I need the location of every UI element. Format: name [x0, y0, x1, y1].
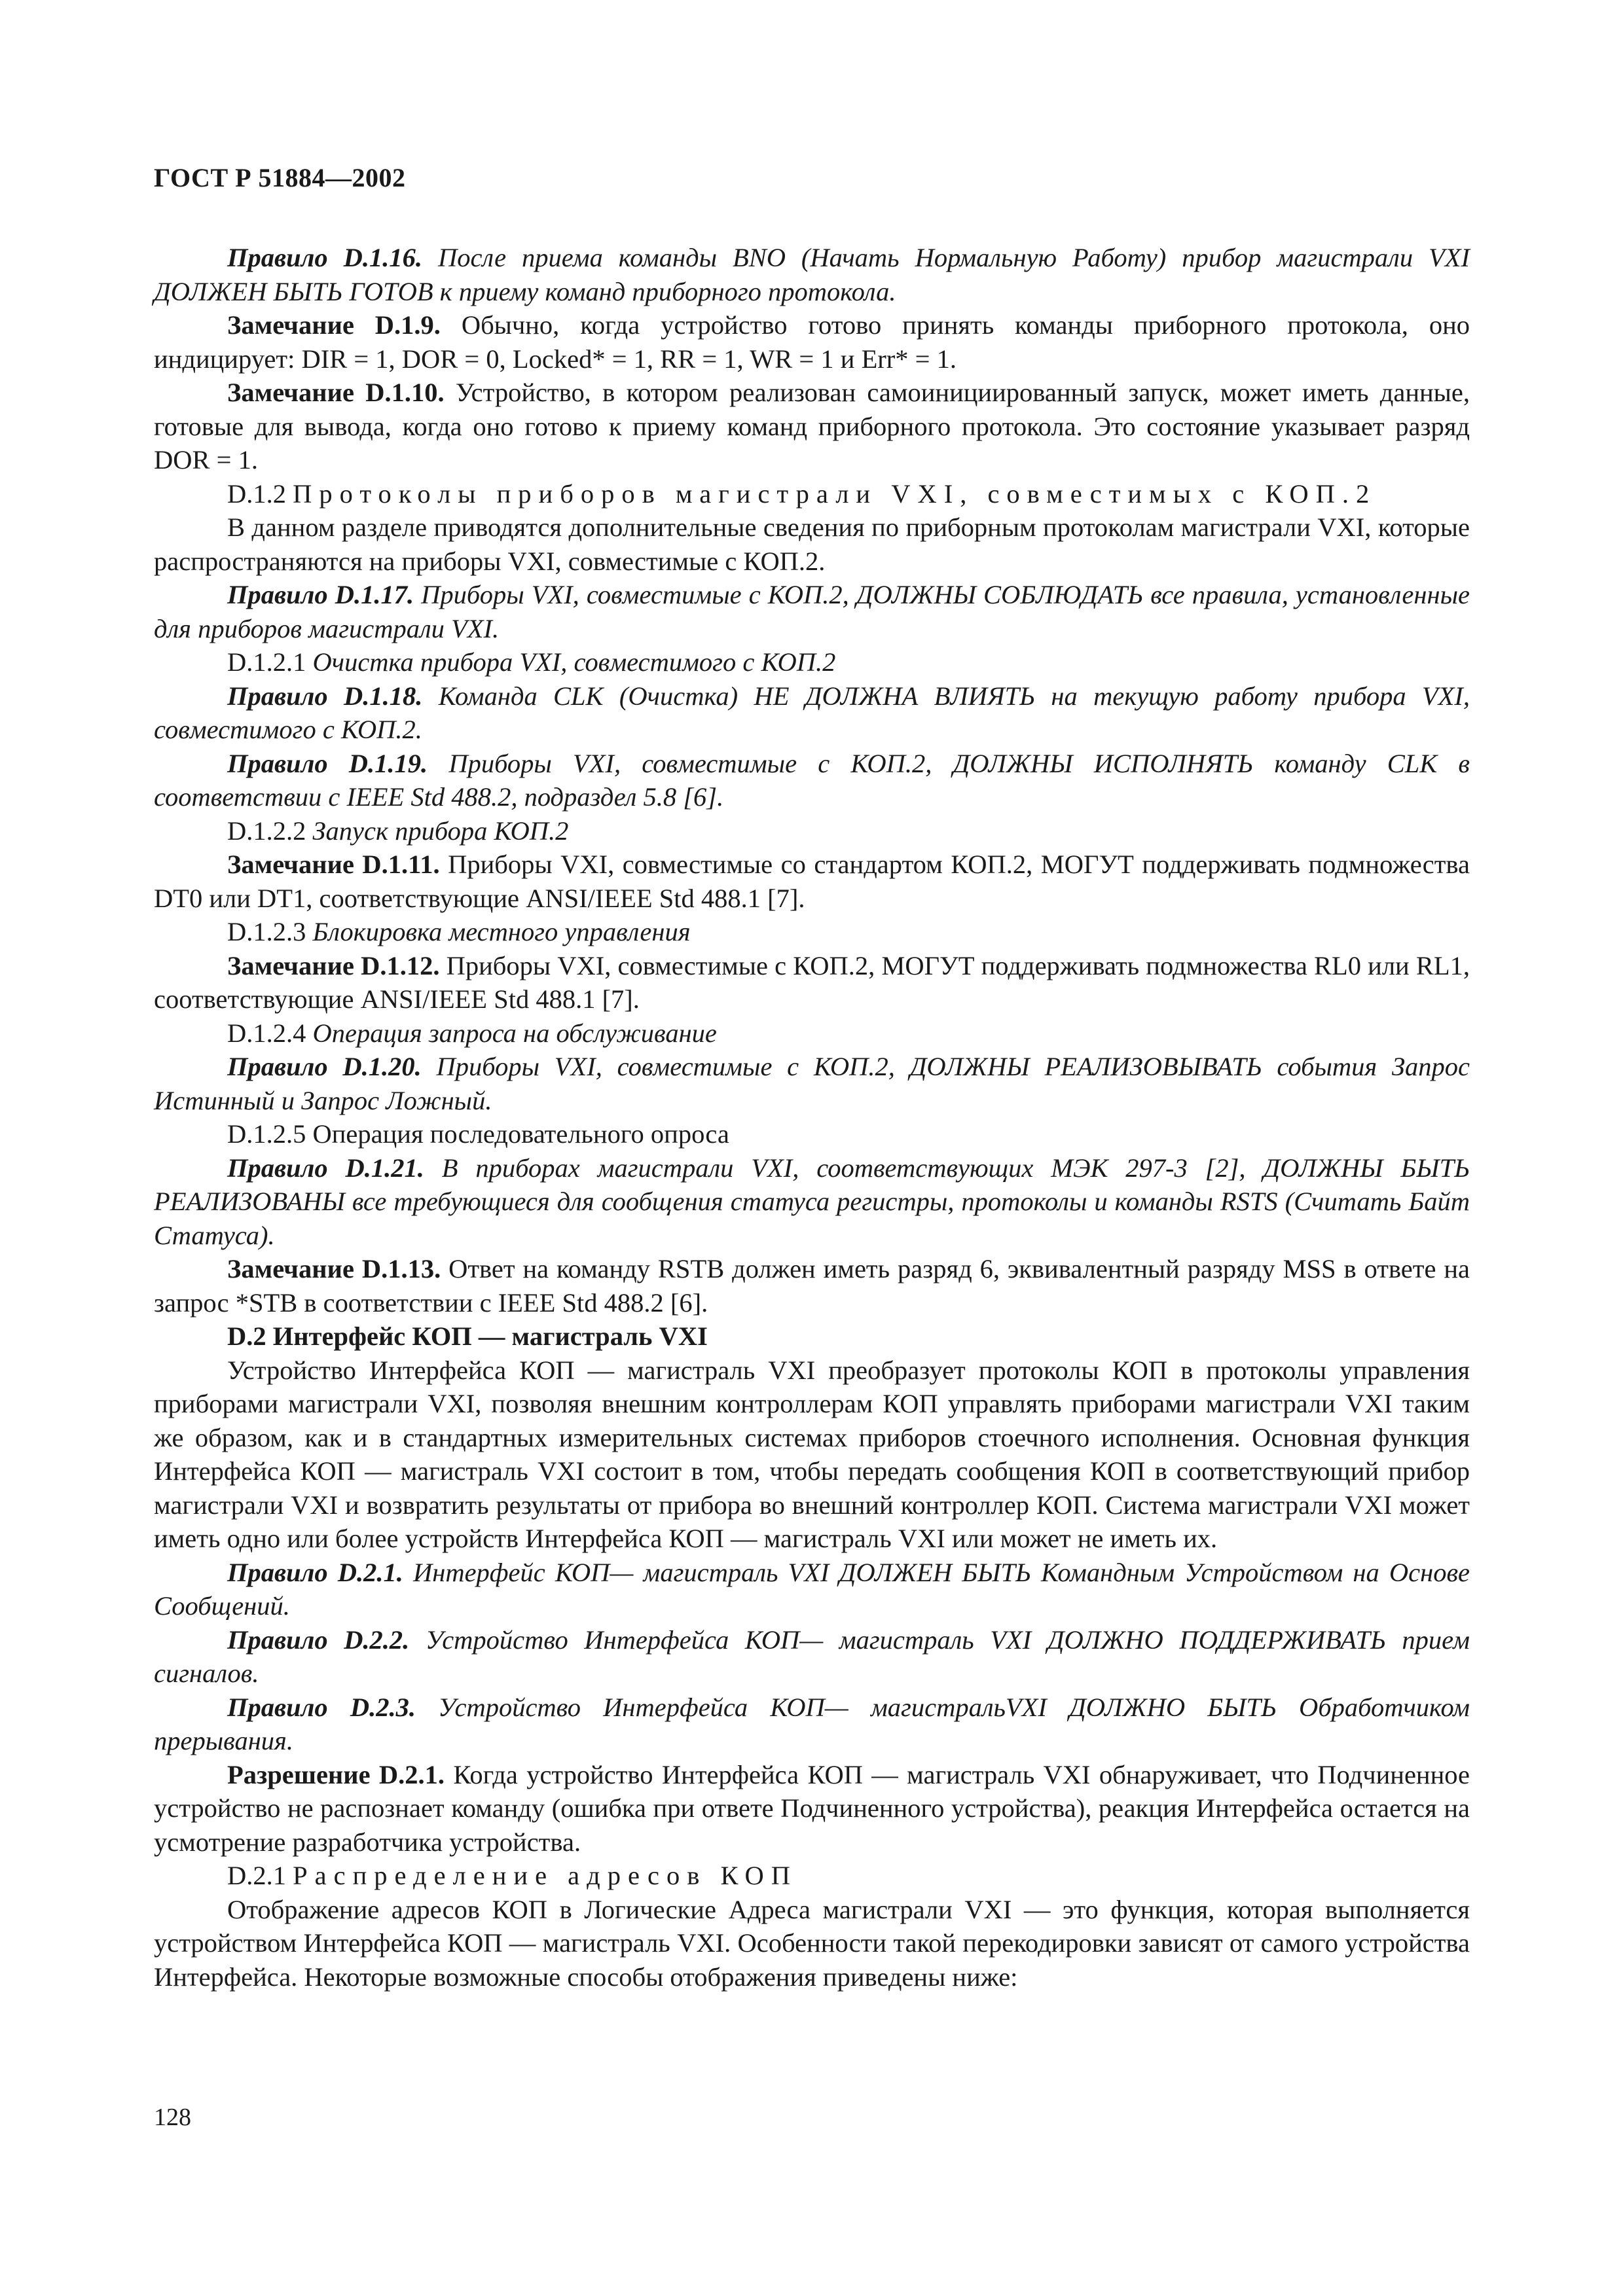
note-label: Разрешение D.2.1. [227, 1759, 445, 1789]
note-text: Когда устройство Интерфейса КОП — магистраль VXI обнаруживает, что Подчиненное устройство не распознает команду (ошибка при ответе Подчиненного устройства), реакция Интерфейса остается на усмотрение разработчика устройства. [154, 1759, 1470, 1857]
rule-paragraph [154, 1556, 1470, 1623]
clause-number: D.1.2.1 [227, 647, 313, 677]
clause-number: D.1.2.2 [227, 816, 313, 846]
rule-paragraph [154, 1623, 1470, 1691]
rule-text: Интерфейс КОП— магистраль VXI ДОЛЖЕН БЫТЬ Командным Устройством на Основе Сообщений. [154, 1557, 1470, 1621]
clause-title: Запуск прибора КОП.2 [312, 816, 569, 846]
note-paragraph [154, 376, 1470, 477]
rule-text: Приборы VXI, совместимые с КОП.2, ДОЛЖНЫ ИСПОЛНЯТЬ команду CLK в соответствии с IEEE Std 488.2, подраздел 5.8 [6]. [154, 748, 1470, 812]
note-label: Замечание D.1.12. [227, 950, 440, 980]
rule-label: Правило D.1.18. [227, 681, 423, 711]
note-paragraph [154, 949, 1470, 1016]
subsection-title: Распределение адресов КОП [293, 1861, 797, 1890]
document-header: ГОСТ Р 51884—2002 [154, 163, 406, 192]
rule-label: Правило D.2.2. [227, 1624, 410, 1655]
rule-paragraph [154, 578, 1470, 645]
note-text: Обычно, когда устройство готово принять команды приборного протокола, оно индицирует: DIR = 1, DOR = 0, Locked* = 1, RR = 1, WR = 1 и Err* = 1. [154, 310, 1470, 374]
rule-label: Правило D.1.21. [227, 1153, 424, 1183]
clause-heading [154, 1117, 1470, 1151]
clause-heading [154, 645, 1470, 679]
clause-title: Очистка прибора VXI, совместимого с КОП.2 [312, 647, 836, 677]
rule-label: Правило D.1.19. [227, 748, 428, 778]
clause-title: Операция запроса на обслуживание [312, 1018, 717, 1048]
rule-text: После приема команды BNO (Начать Нормальную Работу) прибор магистрали VXI ДОЛЖЕН БЫТЬ ГОТОВ к приему команд приборного протокола. [154, 243, 1470, 306]
paragraph-text: В данном разделе приводятся дополнительные сведения по приборным протоколам магистрали VXI, которые распространяются на приборы VXI, совместимые с КОП.2. [154, 512, 1470, 576]
body-paragraph [154, 511, 1470, 578]
rule-label: Правило D.1.16. [227, 243, 422, 272]
section-title: D.2 Интерфейс КОП — магистраль VXI [227, 1321, 708, 1351]
clause-title: Блокировка местного управления [312, 917, 691, 946]
clause-number: D.1.2.3 [227, 917, 313, 946]
note-paragraph [154, 848, 1470, 915]
note-label: Замечание D.1.9. [227, 310, 441, 340]
rule-text: Приборы VXI, совместимые с КОП.2, ДОЛЖНЫ СОБЛЮДАТЬ все правила, установленные для приборов магистрали VXI. [154, 580, 1470, 643]
note-text: Приборы VXI, совместимые со стандартом КОП.2, МОГУТ поддерживать подмножества DT0 или DT1, соответствующие ANSI/IEEE Std 488.1 [7]. [154, 850, 1470, 913]
rule-paragraph [154, 1151, 1470, 1253]
note-paragraph [154, 1252, 1470, 1319]
subsection-title: Протоколы приборов магистрали VXI, совместимых с КОП.2 [293, 478, 1377, 509]
rule-text: В приборах магистрали VXI, соответствующих МЭК 297-3 [2], ДОЛЖНЫ БЫТЬ РЕАЛИЗОВАНЫ все требующиеся для сообщения статуса регистры, протоколы и команды RSTS (Считать Байт Статуса). [154, 1153, 1470, 1250]
subsection-number: D.2.1 [227, 1861, 293, 1890]
rule-label: Правило D.2.3. [227, 1692, 416, 1722]
rule-text: Команда CLK (Очистка) НЕ ДОЛЖНА ВЛИЯТЬ на текущую работу прибора VXI, совместимого с КОП.2. [154, 681, 1470, 744]
clause-title: D.1.2.5 Операция последовательного опроса [227, 1119, 729, 1149]
subsection-heading [154, 477, 1470, 511]
subsection-number: D.1.2 [227, 478, 293, 509]
rule-paragraph [154, 747, 1470, 814]
note-paragraph [154, 1758, 1470, 1859]
paragraph-text: Отображение адресов КОП в Логические Адреса магистрали VXI — это функция, которая выполняется устройством Интерфейса КОП — магистраль VXI. Особенности такой перекодировки зависят от самого устройства Интерфейса. Некоторые возможные способы отображения приведены ниже: [154, 1894, 1470, 1992]
rule-label: Правило D.1.17. [227, 580, 414, 609]
note-label: Замечание D.1.10. [227, 378, 445, 407]
subsection-heading [154, 1859, 1470, 1893]
paragraph-text: Устройство Интерфейса КОП — магистраль VXI преобразует протоколы КОП в протоколы управления приборами магистрали VXI, позволяя внешним контроллерам КОП управлять приборами магистрали VXI таким же образом, как и в стандартных измерительных системах приборов стоечного исполнения. Основная функция Интерфейса КОП — магистраль VXI состоит в том, чтобы передать сообщения КОП в соответствующий прибор магистрали VXI и возвратить результаты от прибора во внешний контроллер КОП. Система магистрали VXI может иметь одно или более устройств Интерфейса КОП — магистраль VXI или может не иметь их. [154, 1355, 1470, 1553]
rule-label: Правило D.1.20. [227, 1052, 422, 1081]
body-paragraph [154, 1354, 1470, 1556]
page-number: 128 [154, 2104, 191, 2131]
note-text: Ответ на команду RSTB должен иметь разряд 6, эквивалентный разряду MSS в ответе на запрос *STB в соответствии с IEEE Std 488.2 [6]. [154, 1254, 1470, 1318]
rule-text: Приборы VXI, совместимые с КОП.2, ДОЛЖНЫ РЕАЛИЗОВЫВАТЬ события Запрос Истинный и Запрос Ложный. [154, 1052, 1470, 1115]
rule-paragraph [154, 1050, 1470, 1117]
rule-paragraph [154, 679, 1470, 747]
note-text: Приборы VXI, совместимые с КОП.2, МОГУТ поддерживать подмножества RL0 или RL1, соответствующие ANSI/IEEE Std 488.1 [7]. [154, 950, 1470, 1014]
body-paragraph [154, 1893, 1470, 1994]
note-label: Замечание D.1.13. [227, 1254, 441, 1283]
clause-heading [154, 1016, 1470, 1050]
rule-text: Устройство Интерфейса КОП— магистральVXI ДОЛЖНО БЫТЬ Обработчиком прерывания. [154, 1692, 1470, 1755]
note-label: Замечание D.1.11. [227, 850, 440, 879]
rule-label: Правило D.2.1. [227, 1557, 403, 1587]
rule-paragraph [154, 241, 1470, 308]
clause-heading [154, 915, 1470, 949]
note-text: Устройство, в котором реализован самоинициированный запуск, может иметь данные, готовые для вывода, когда оно готово к приему команд приборного протокола. Это состояние указывает разряд DOR = 1. [154, 378, 1470, 475]
clause-number: D.1.2.4 [227, 1018, 313, 1048]
section-heading [154, 1319, 1470, 1354]
note-paragraph [154, 308, 1470, 376]
document-body [154, 241, 1470, 1994]
clause-heading [154, 814, 1470, 848]
rule-text: Устройство Интерфейса КОП— магистраль VXI ДОЛЖНО ПОДДЕРЖИВАТЬ прием сигналов. [154, 1624, 1470, 1688]
rule-paragraph [154, 1691, 1470, 1758]
